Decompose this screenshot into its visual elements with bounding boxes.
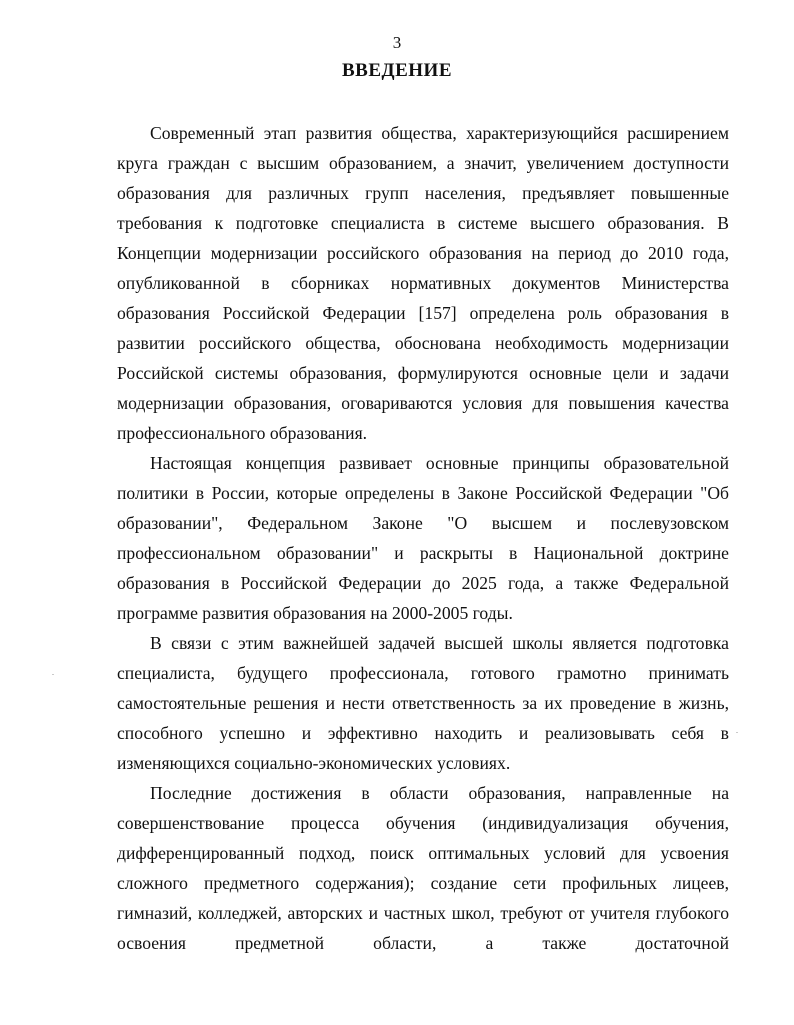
margin-mark-left: . [52,668,54,677]
paragraph-3: В связи с этим важнейшей задачей высшей школы является подготовка специалиста, будущего профессионала, готового грамотно принимать самостоятельные решения и нести ответственность за их проведение в жизнь, способного успешно и эффективно находить и реализовывать себя в изменяющихся социально-экономических условиях. [117,633,729,773]
margin-mark-right: . [736,726,738,735]
paragraph-1: Современный этап развития общества, характеризующийся расширением круга граждан с высшим образованием, а значит, увеличением доступности образования для различных групп населения, предъявляет повышенные требования к подготовке специалиста в системе высшего образования. В Концепции модернизации российского образования на период до 2010 года, опубликованной в сборниках нормативных документов Министерства образования Российской Федерации [157] определена роль образования в развитии российского общества, обоснована необходимость модернизации Российской системы образования, формулируются основные цели и задачи модернизации образования, оговариваются условия для повышения качества профессионального образования. [117,123,729,443]
paragraph-2: Настоящая концепция развивает основные принципы образовательной политики в России, которые определены в Законе Российской Федерации "Об образовании", Федеральном Законе "О высшем и послевузовском профессиональном образовании" и раскрыты в Национальной доктрине образования в Российской Федерации до 2025 года, а также Федеральной программе развития образования на 2000-2005 годы. [117,453,729,623]
page-number: 3 [392,33,402,52]
paragraph-4: Последние достижения в области образования, направленные на совершенствование процесса обучения (индивидуализация обучения, дифференцированный подход, поиск оптимальных условий для усвоения сложного предметного содержания); создание сети профильных лицеев, гимназий, колледжей, авторских и частных школ, требуют от учителя глубокого освоения предметной области, а также достаточной [117,783,729,953]
page-title: ВВЕДЕНИЕ [342,60,452,81]
body-text [117,118,729,958]
